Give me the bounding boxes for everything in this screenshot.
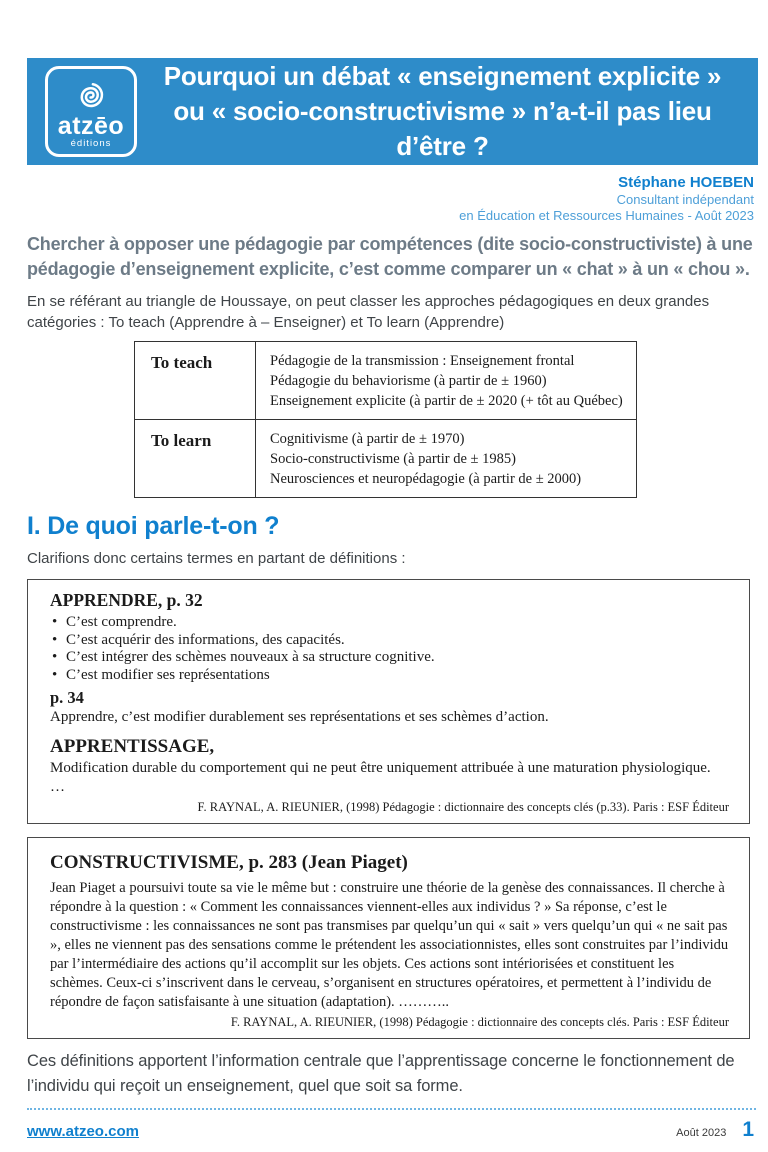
page34-label: p. 34 (50, 688, 84, 707)
apprentissage-text: Modification durable du comportement qui ne peut être uniquement attribuée à une maturation physiologique. … (50, 760, 711, 795)
intro-paragraph: Chercher à opposer une pédagogie par compétences (dite socio-constructiviste) à une pédagogie d’enseignement explicite, c’est comme comparer un « chat » à un « chou ». (27, 234, 753, 279)
page-footer (27, 1118, 754, 1142)
table-cell-line: Neurosciences et neuropédagogie (à partir de ± 2000) (270, 471, 582, 487)
apprendre-bullet-list (52, 614, 729, 684)
bullet-item: • C’est acquérir des informations, des capacités. (52, 632, 729, 650)
citation-raynal-rieunier: F. RAYNAL, A. RIEUNIER, (1998) Pédagogie : dictionnaire des concepts clés (p.33). Paris : ESF Éditeur (197, 800, 729, 814)
citation-raynal-rieunier: F. RAYNAL, A. RIEUNIER, (1998) Pédagogie : dictionnaire des concepts clés. Paris : ESF Éditeur (230, 1015, 729, 1029)
apprentissage-title: APPRENTISSAGE, (50, 736, 215, 757)
table-cell-line: Enseignement explicite (à partir de ± 2020 (+ tôt au Québec) (270, 393, 623, 409)
page-title-line-1: Pourquoi un débat « enseignement explicite » (163, 61, 722, 91)
table-cell-line: Pédagogie de la transmission : Enseignement frontal (270, 353, 575, 369)
author-organization: en Éducation et Ressources Humaines - Août 2023 (459, 208, 754, 223)
table-cell-line: Socio-constructivisme (à partir de ± 1985) (270, 451, 516, 467)
apprendre-title: APPRENDRE, p. 32 (50, 590, 203, 610)
logo-wordmark: atzēo (57, 112, 125, 140)
dotted-separator (27, 1108, 756, 1110)
pedagogy-table (134, 341, 637, 498)
website-link[interactable]: www.atzeo.com (27, 1123, 139, 1140)
table-row-to-teach (135, 342, 637, 420)
logo-subtext: éditions (70, 138, 112, 149)
table-cell-line: Pédagogie du behaviorisme (à partir de ± 1960) (270, 373, 547, 389)
page34-text: Apprendre, c’est modifier durablement ses représentations et ses schèmes d’action. (50, 709, 549, 725)
header-band (27, 58, 758, 165)
table-row-to-learn (135, 420, 637, 498)
author-block (0, 174, 754, 224)
atzeo-logo (45, 66, 137, 157)
houssaye-paragraph: En se référant au triangle de Houssaye, on peut classer les approches pédagogiques en deux grandes catégories : To teach (Apprendre à – Enseigner) et To learn (Apprendre) (27, 293, 710, 331)
author-role: Consultant indépendant (616, 192, 754, 207)
constructivisme-title: CONSTRUCTIVISME, p. 283 (Jean Piaget) (50, 852, 408, 873)
table-cell-line: Cognitivisme (à partir de ± 1970) (270, 431, 465, 447)
bullet-item: • C’est modifier ses représentations (52, 667, 729, 685)
footer-date: Août 2023 (676, 1127, 727, 1139)
spiral-icon (70, 74, 112, 116)
closing-paragraph: Ces définitions apportent l’information centrale que l’apprentissage concerne le fonctionnement de l’individu qui reçoit un enseignement, quel que soit sa forme. (27, 1052, 735, 1095)
bullet-item: • C’est intégrer des schèmes nouveaux à sa structure cognitive. (52, 649, 729, 667)
section-heading: I. De quoi parle-t-on ? (27, 512, 280, 540)
row-label-to-teach: To teach (135, 342, 256, 420)
row-items-to-teach (256, 342, 637, 420)
row-label-to-learn: To learn (135, 420, 256, 498)
section-lead: Clarifions donc certains termes en partant de définitions : (27, 550, 406, 567)
author-name: Stéphane HOEBEN (618, 174, 754, 191)
constructivisme-text: Jean Piaget a poursuivi toute sa vie le même but : construire une théorie de la genèse des connaissances. Il cherche à répondre à la question : « Comment les connaissances viennent-elles aux individus ? » Sa réponse, c’est le constructivisme : les connaissances ne sont pas transmises par quelqu’un qui « sait » vers quelqu’un qui « ne sait pas », elles ne viennent pas des sensations comme le prétendent les associationnistes, elles sont construites par l’individu par l’intermédiaire des actions qu’il accomplit sur les objets. Ces actions sont intériorisées et constituent les schèmes. Ceux-ci s’inscrivent dans le cerveau, s’organisent en structures opératoires, et permettent à l’individu de répondre de façon satisfaisante à une situation (adaptation). ……….. (50, 880, 729, 1010)
page-title-line-2: ou « socio-constructivisme » n’a-t-il pas lieu d’être ? (173, 96, 712, 161)
row-items-to-learn (256, 420, 637, 498)
definition-box-apprendre (27, 579, 750, 824)
page-number: 1 (742, 1118, 754, 1141)
definition-box-constructivisme (27, 837, 750, 1039)
bullet-item: • C’est comprendre. (52, 614, 729, 632)
page-title (137, 59, 748, 164)
footer-right-group (676, 1118, 754, 1142)
